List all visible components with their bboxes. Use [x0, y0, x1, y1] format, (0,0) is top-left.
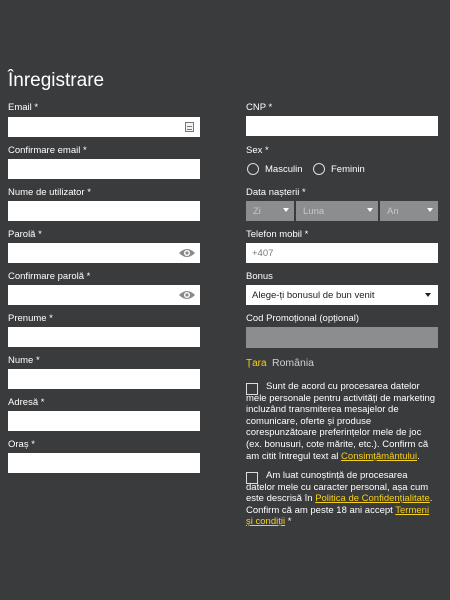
phone-value: +407	[252, 247, 274, 259]
promo-code-field[interactable]	[246, 327, 438, 348]
chevron-down-icon	[425, 293, 431, 297]
bonus-label: Bonus	[246, 271, 273, 282]
username-field[interactable]	[8, 201, 200, 221]
sex-label: Sex *	[246, 145, 269, 156]
confirm-password-field[interactable]	[8, 285, 200, 305]
promo-code-label: Cod Promoțional (opțional)	[246, 313, 360, 324]
birth-day-select[interactable]	[246, 201, 294, 221]
lastname-label: Nume *	[8, 355, 40, 366]
phone-label: Telefon mobil *	[246, 229, 309, 240]
show-confirm-password-eye-icon[interactable]	[178, 289, 196, 301]
terms-link[interactable]: Termeni și condiții	[246, 504, 430, 528]
confirm-email-label: Confirmare email *	[8, 145, 87, 156]
confirm-email-field[interactable]	[8, 159, 200, 179]
sex-male-radio[interactable]	[247, 163, 259, 175]
bonus-select[interactable]	[246, 285, 438, 305]
chevron-down-icon	[283, 208, 289, 212]
birthdate-label: Data nașterii *	[246, 187, 306, 198]
consent-link[interactable]: Consimțământului	[341, 450, 418, 462]
consent-marketing-text: Sunt de acord cu procesarea datelor mele personale pentru activități de marketing incluzând transmiterea mesajelor de comunicare, oferte și produse corespunzătoare preferințelor mele de joc (ex. bonusuri, cote mărite, etc.). Confirm că am citit întregul text al Consimțământului.	[246, 381, 436, 462]
confirm-password-label: Confirmare parolă *	[8, 271, 91, 282]
chevron-down-icon	[427, 208, 433, 212]
password-label: Parolă *	[8, 229, 42, 240]
sex-female-label[interactable]: Feminin	[331, 164, 365, 175]
address-label: Adresă *	[8, 397, 45, 408]
lastname-field[interactable]	[8, 369, 200, 389]
birth-year-value: An	[387, 205, 399, 217]
cnp-label: CNP *	[246, 102, 273, 113]
cnp-field[interactable]	[246, 116, 438, 136]
country-label: Țara	[246, 358, 267, 369]
email-label: Email *	[8, 102, 39, 113]
birth-month-value: Luna	[303, 205, 325, 217]
email-field[interactable]	[8, 117, 200, 137]
birth-year-select[interactable]	[380, 201, 438, 221]
page-title: Înregistrare	[8, 70, 105, 91]
address-field[interactable]	[8, 411, 200, 431]
birth-day-value: Zi	[253, 205, 261, 217]
country-value: România	[272, 357, 315, 369]
bonus-selected-value: Alege-ți bonusul de bun venit	[252, 289, 375, 301]
city-field[interactable]	[8, 453, 200, 473]
privacy-policy-link[interactable]: Politica de Confidențialitate	[315, 493, 430, 505]
firstname-label: Prenume *	[8, 313, 53, 324]
show-password-eye-icon[interactable]	[178, 247, 196, 259]
phone-field[interactable]	[246, 243, 438, 263]
id-card-icon[interactable]	[185, 122, 194, 132]
sex-male-label[interactable]: Masculin	[265, 164, 303, 175]
consent-terms-text: Am luat cunoștință de procesarea datelor mele cu caracter personal, așa cum este descrisă în Politica de Confidențialitate. Confirm că am peste 18 ani accept Termeni și condiții *	[246, 470, 433, 528]
city-label: Oraș *	[8, 439, 35, 450]
password-field[interactable]	[8, 243, 200, 263]
firstname-field[interactable]	[8, 327, 200, 347]
sex-female-radio[interactable]	[313, 163, 325, 175]
username-label: Nume de utilizator *	[8, 187, 91, 198]
chevron-down-icon	[367, 208, 373, 212]
birth-month-select[interactable]	[296, 201, 378, 221]
